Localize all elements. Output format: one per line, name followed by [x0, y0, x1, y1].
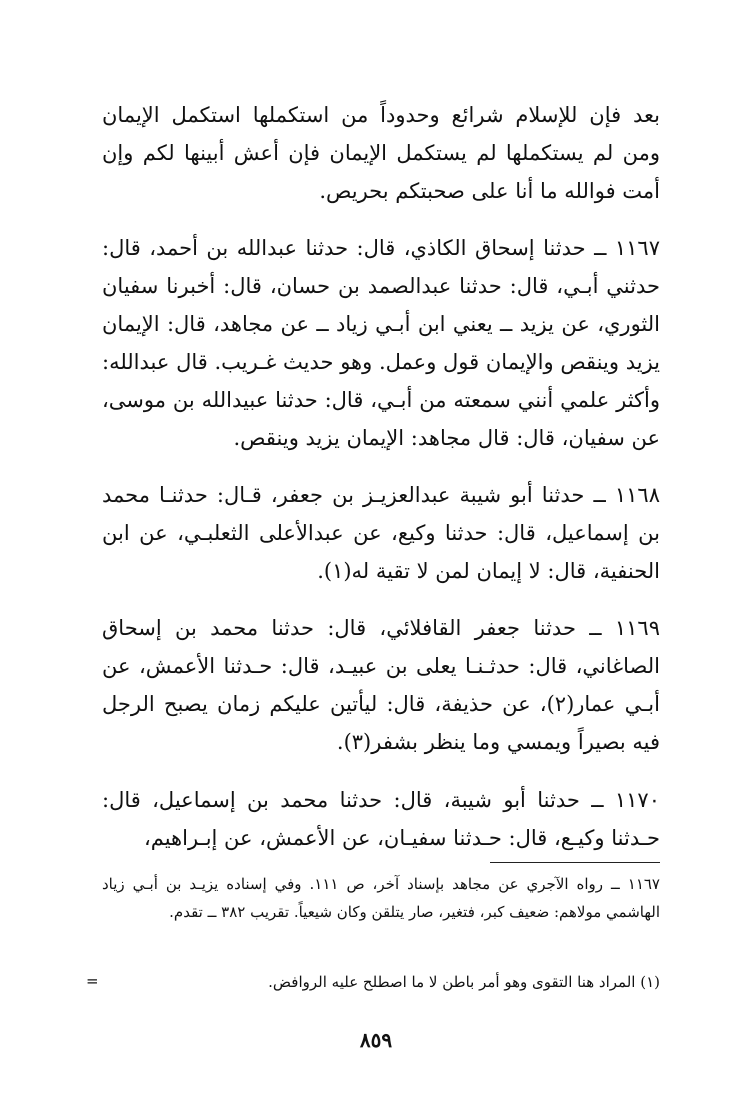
intro-paragraph: بعد فإن للإسلام شرائع وحدوداً من استكملها استكمل الإيمان ومن لم يستكملها لم يستكمل الإيمان فإن أعش أبينها لكم وإن أمت فوالله ما أنا على صحبتكم بحريص.	[102, 103, 660, 203]
footnote-divider	[490, 862, 660, 863]
hadith-1167: ١١٦٧ ــ حدثنا إسحاق الكاذي، قال: حدثنا عبدالله بن أحمد، قال: حدثني أبـي، قال: حدثنا عبدالصمد بن حسان، قال: أخبرنا سفيان الثوري، عن يزيد ــ يعني ابن أبـي زياد ــ عن مجاهد، قال: الإيمان يزيد وينقص والإيمان قول وعمل. وهو حديث غـريب. قال عبدالله: وأكثر علمي أنني سمعته من أبـي، قال: حدثنا عبيدالله بن موسى، عن سفيان، قال: قال مجاهد: الإيمان يزيد وينقص.	[102, 236, 660, 450]
continuation-mark: =	[86, 972, 99, 990]
hadith-1169: ١١٦٩ ــ حدثنا جعفر القافلائي، قال: حدثنا محمد بن إسحاق الصاغاني، قال: حدثـنـا يعلى بن عبيـد، قال: حـدثنا الأعمش، عن أبـي عمار(٢)، عن حذيفة، قال: ليأتين عليكم زمان يصبح الرجل فيه بصيراً ويمسي وما ينظر بشفر(٣).	[102, 616, 660, 754]
page-number: ٨٥٩	[359, 1028, 393, 1052]
footnote-1167: ١١٦٧ ــ رواه الآجري عن مجاهد بإسناد آخر، ص ١١١. وفي إسناده يزيـد بن أبـي زياد الهاشمي مولاهم: ضعيف كبر، فتغير، صار يتلقن وكان شيعياً. تقريب ٣٨٢ ــ تقدم.	[102, 875, 660, 921]
hadith-1170: ١١٧٠ ــ حدثنا أبو شيبة، قال: حدثنا محمد بن إسماعيل، قال: حـدثنا وكيـع، قال: حـدثنا سفيـان، عن الأعمش، عن إبـراهيم،	[102, 788, 660, 850]
footnote-1: (١) المراد هنا التقوى وهو أمر باطن لا ما اصطلح عليه الروافض.	[268, 973, 660, 991]
hadith-1168: ١١٦٨ ــ حدثنا أبو شيبة عبدالعزيـز بن جعفر، قـال: حدثنـا محمد بن إسماعيل، قال: حدثنا وكيع، عن عبدالأعلى الثعلبـي، عن ابن الحنفية، قال: لا إيمان لمن لا تقية له(١).	[102, 483, 660, 583]
